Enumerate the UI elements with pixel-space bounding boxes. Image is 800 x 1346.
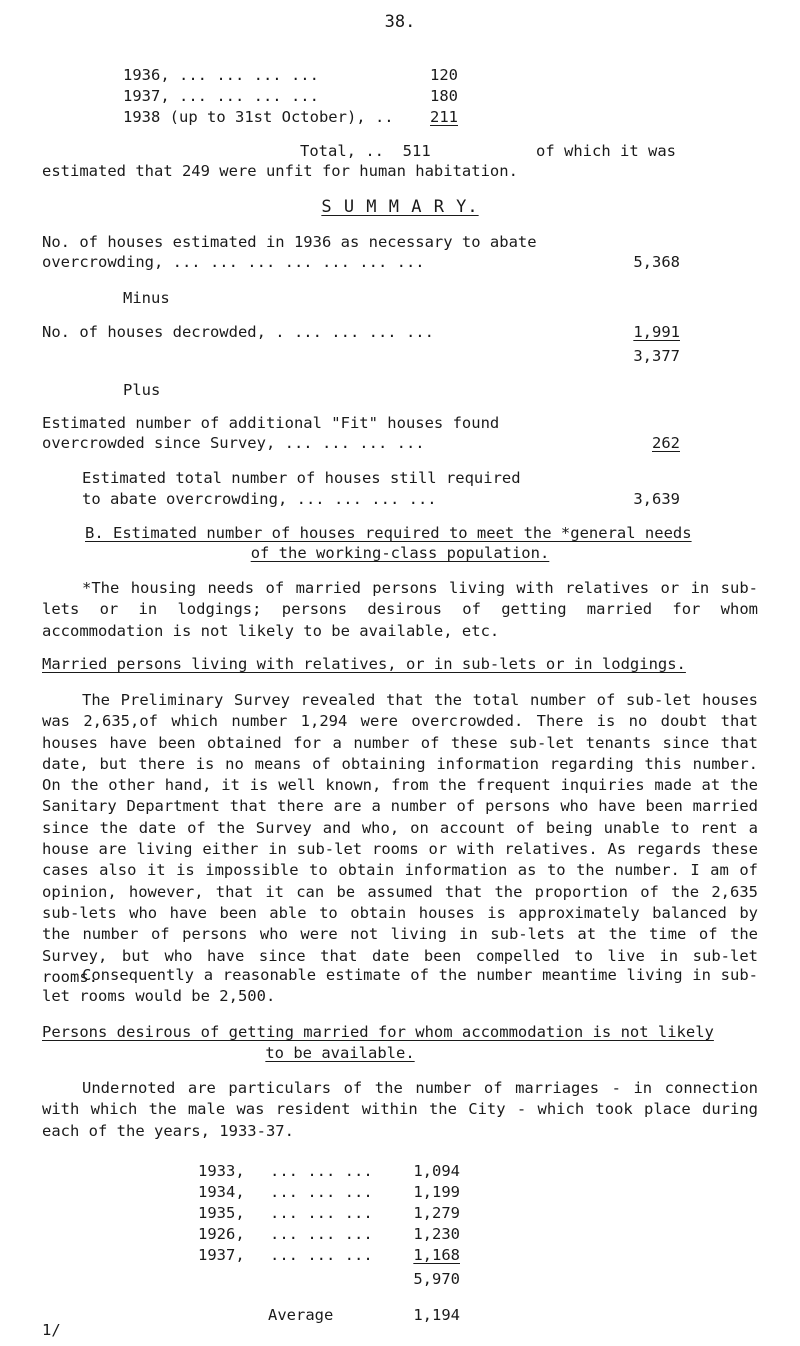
marriage-year: 1935, [198,1204,245,1222]
persons-heading-line1: Persons desirous of getting married for whom accommodation is not likely [42,1023,714,1041]
year-row-label: 1938 (up to 31st October), .. [123,108,394,126]
marriage-year: 1926, [198,1225,245,1243]
marriage-dots: ... ... ... [270,1162,373,1180]
total-suffix: of which it was [536,142,676,160]
plus-label: Plus [123,381,161,399]
marriage-year: 1933, [198,1162,245,1180]
average-label: Average [268,1306,334,1324]
summary-item2-value: 1,991 [633,323,680,341]
total-line: Total, .. 511 [300,142,431,160]
section-b-heading-line2: of the working-class population. [250,544,550,562]
page-footer: 1/ [42,1321,61,1339]
marriage-year: 1937, [198,1246,245,1264]
marriage-count: 1,230 [413,1225,460,1243]
married-heading: Married persons living with relatives, or in sub-lets or in lodgings. [42,655,686,673]
summary-heading: S U M M A R Y. [321,197,479,217]
persons-heading-line2: to be available. [265,1044,415,1062]
marriages-total: 5,970 [413,1270,460,1288]
summary-item4-line2: to abate overcrowding, ... ... ... ... [82,490,437,508]
marriage-dots: ... ... ... [270,1183,373,1201]
summary-item3-line1: Estimated number of additional "Fit" houses found [42,414,500,432]
year-row-value: 120 [430,66,458,84]
average-value: 1,194 [413,1306,460,1324]
year-row-label: 1937, ... ... ... ... [123,87,319,105]
summary-item1-line2: overcrowding, ... ... ... ... ... ... ... [42,253,425,271]
marriage-dots: ... ... ... [270,1225,373,1243]
footnote: *The housing needs of married persons living with relatives or in sub-lets or in lodgings; persons desirous of getting married for whom accommodation is not likely to be available, etc. [42,579,758,640]
paragraph-subletting: The Preliminary Survey revealed that the total number of sub-let houses was 2,635,of which number 1,294 were overcrowded. There is no doubt that houses have been obtained for a number of these sub-let tenants since that date, but there is no means of obtaining information regarding this number. On the other hand, it is well known, from the frequent inquiries made at the Sanitary Department that there are a number of persons who have been married since the date of the Survey and who, on account of being unable to rent a house are living either in sub-let rooms or with relatives. As regards these cases also it is impossible to obtain information as to the number. I am of opinion, however, that it can be assumed that the proportion of the 2,635 sub-lets who have been able to obtain houses is approximately balanced by the number of persons who were not living in sub-lets at the time of the Survey, but who have since that date been compelled to live in sub-let rooms. [42,691,758,986]
marriage-dots: ... ... ... [270,1204,373,1222]
marriage-count: 1,199 [413,1183,460,1201]
paragraph-marriages: Undernoted are particulars of the number of marriages - in connection with which the male was resident within the City - which took place during each of the years, 1933-37. [42,1079,758,1140]
marriage-count: 1,168 [413,1246,460,1264]
summary-subtotal-value: 3,377 [633,347,680,365]
section-b-heading-line1: B. Estimated number of houses required to meet the *general needs [85,524,692,542]
page-number: 38. [384,12,416,32]
year-row-label: 1936, ... ... ... ... [123,66,319,84]
marriage-count: 1,094 [413,1162,460,1180]
summary-item3-line2: overcrowded since Survey, ... ... ... ... [42,434,425,452]
summary-item2-line: No. of houses decrowded, . ... ... ... ... [42,323,434,341]
summary-item1-value: 5,368 [633,253,680,271]
total-line-2: estimated that 249 were unfit for human habitation. [42,162,518,180]
summary-item1-line1: No. of houses estimated in 1936 as necessary to abate [42,233,537,251]
summary-item4-value: 3,639 [633,490,680,508]
marriage-year: 1934, [198,1183,245,1201]
marriage-dots: ... ... ... [270,1246,373,1264]
year-row-value: 211 [430,108,458,126]
summary-item3-value: 262 [652,434,680,452]
marriage-count: 1,279 [413,1204,460,1222]
paragraph-estimate: Consequently a reasonable estimate of the number meantime living in sub-let rooms would be 2,500. [42,966,758,1006]
year-row-value: 180 [430,87,458,105]
summary-item4-line1: Estimated total number of houses still required [82,469,521,487]
minus-label: Minus [123,289,170,307]
